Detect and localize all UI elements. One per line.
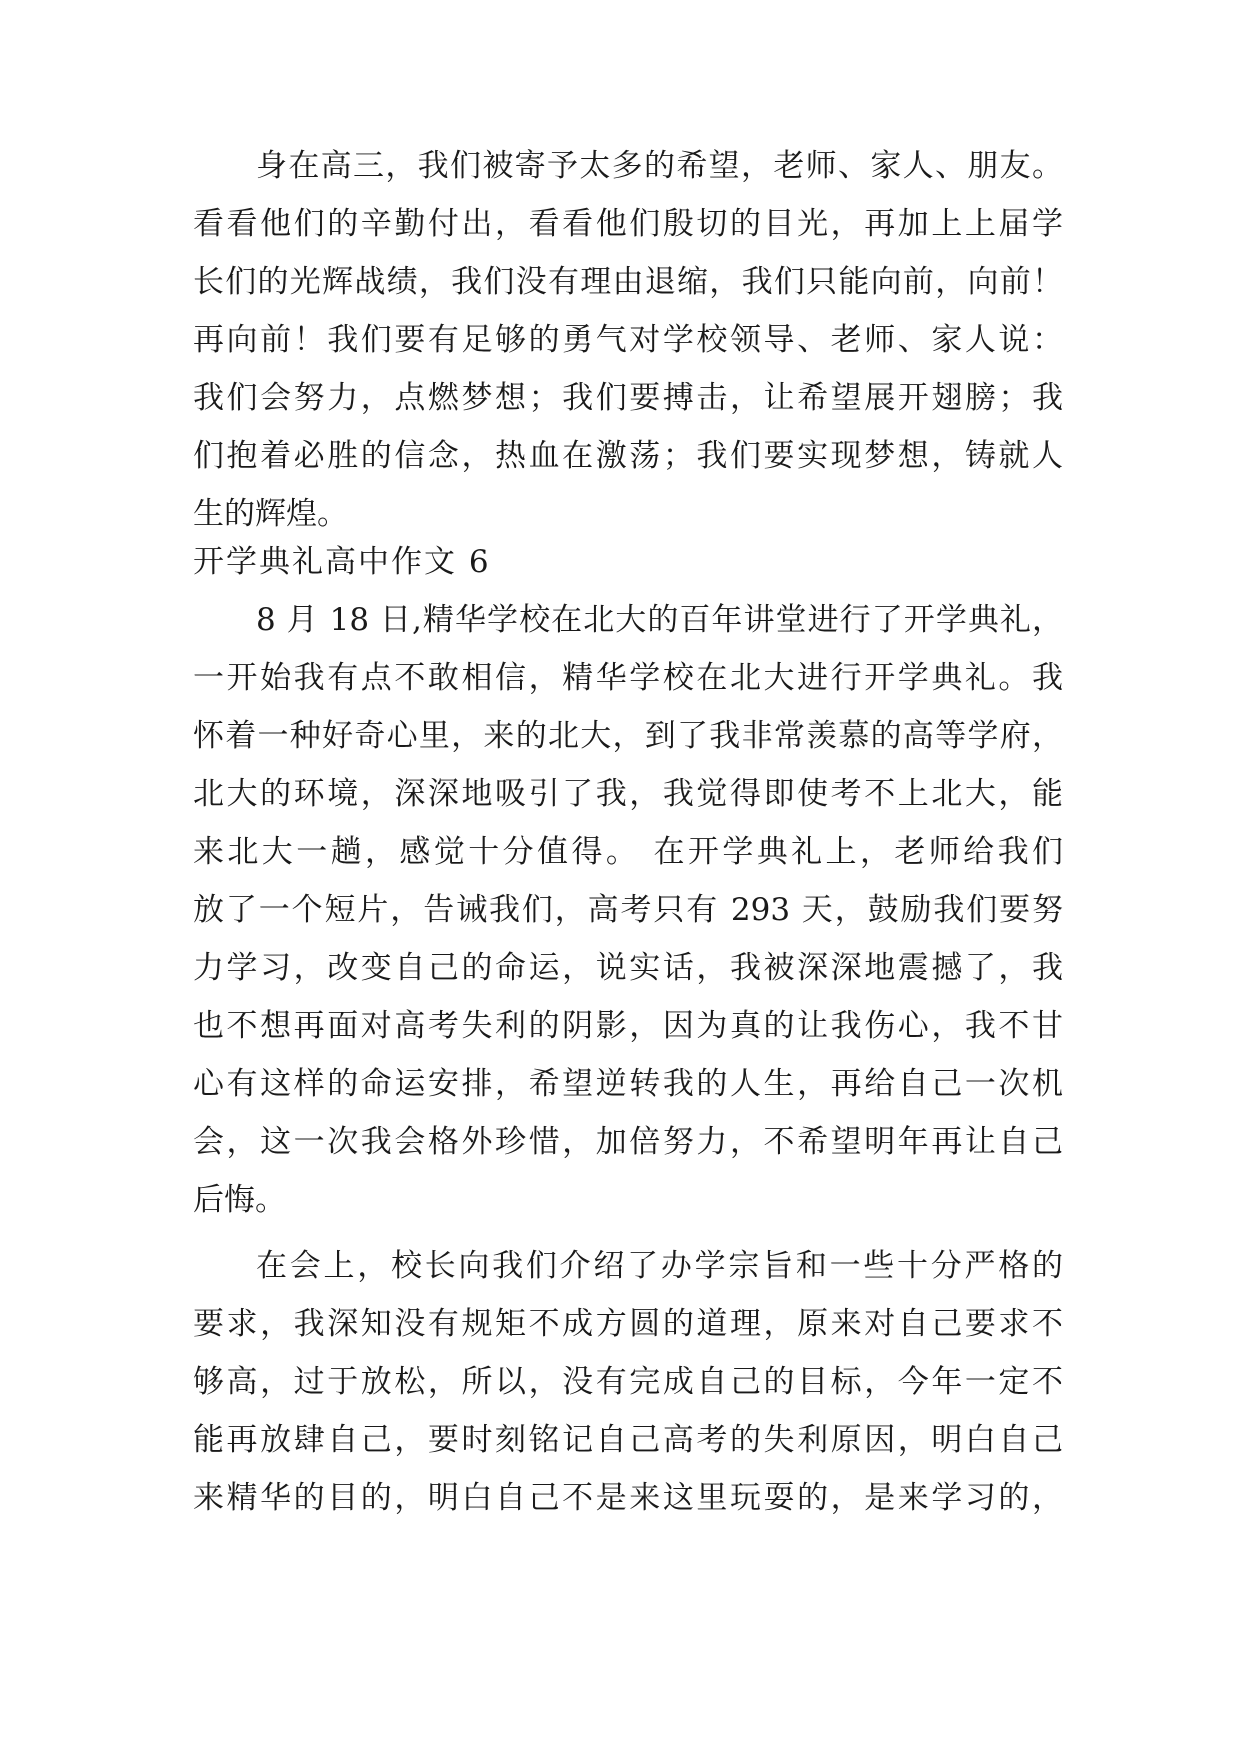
paragraph-2-line-6: 放了一个短片，告诫我们，高考只有 293 天，鼓励我们要努	[193, 892, 1063, 928]
paragraph-1-line-6: 们抱着必胜的信念，热血在激荡；我们要实现梦想，铸就人	[193, 438, 1063, 474]
paragraph-1-line-5: 我们会努力，点燃梦想；我们要搏击，让希望展开翅膀；我	[193, 380, 1063, 416]
paragraph-2-line-9: 心有这样的命运安排，希望逆转我的人生，再给自己一次机	[193, 1066, 1063, 1102]
paragraph-3-line-3: 够高，过于放松，所以，没有完成自己的目标，今年一定不	[193, 1364, 1063, 1400]
paragraph-1-line-4: 再向前！我们要有足够的勇气对学校领导、老师、家人说：	[193, 322, 1063, 358]
paragraph-1-line-3: 长们的光辉战绩，我们没有理由退缩，我们只能向前，向前！	[193, 264, 1063, 300]
paragraph-2-line-2: 一开始我有点不敢相信，精华学校在北大进行开学典礼。我	[193, 660, 1063, 696]
paragraph-3-line-1: 在会上，校长向我们介绍了办学宗旨和一些十分严格的	[256, 1248, 1063, 1284]
paragraph-3-line-4: 能再放肆自己，要时刻铭记自己高考的失利原因，明白自己	[193, 1422, 1063, 1458]
paragraph-2-line-5: 来北大一趟，感觉十分值得。 在开学典礼上，老师给我们	[193, 834, 1063, 870]
paragraph-2-line-7: 力学习，改变自己的命运，说实话，我被深深地震撼了，我	[193, 950, 1063, 986]
paragraph-2-line-11: 后悔。	[193, 1182, 286, 1218]
paragraph-1-line-1: 身在高三，我们被寄予太多的希望，老师、家人、朋友。	[256, 148, 1063, 184]
paragraph-3-line-5: 来精华的目的，明白自己不是来这里玩耍的，是来学习的，	[193, 1480, 1063, 1516]
paragraph-2-line-10: 会，这一次我会格外珍惜，加倍努力，不希望明年再让自己	[193, 1124, 1063, 1160]
paragraph-2-line-1: 8 月 18 日,精华学校在北大的百年讲堂进行了开学典礼，	[256, 602, 1063, 638]
paragraph-3-line-2: 要求，我深知没有规矩不成方圆的道理，原来对自己要求不	[193, 1306, 1063, 1342]
paragraph-2-line-3: 怀着一种好奇心里，来的北大，到了我非常羡慕的高等学府，	[193, 718, 1063, 754]
paragraph-2-line-8: 也不想再面对高考失利的阴影，因为真的让我伤心，我不甘	[193, 1008, 1063, 1044]
section-heading: 开学典礼高中作文 6	[193, 544, 491, 580]
paragraph-1-line-7: 生的辉煌。	[193, 496, 348, 532]
paragraph-2-line-4: 北大的环境，深深地吸引了我，我觉得即使考不上北大，能	[193, 776, 1063, 812]
paragraph-1-line-2: 看看他们的辛勤付出，看看他们殷切的目光，再加上上届学	[193, 206, 1063, 242]
